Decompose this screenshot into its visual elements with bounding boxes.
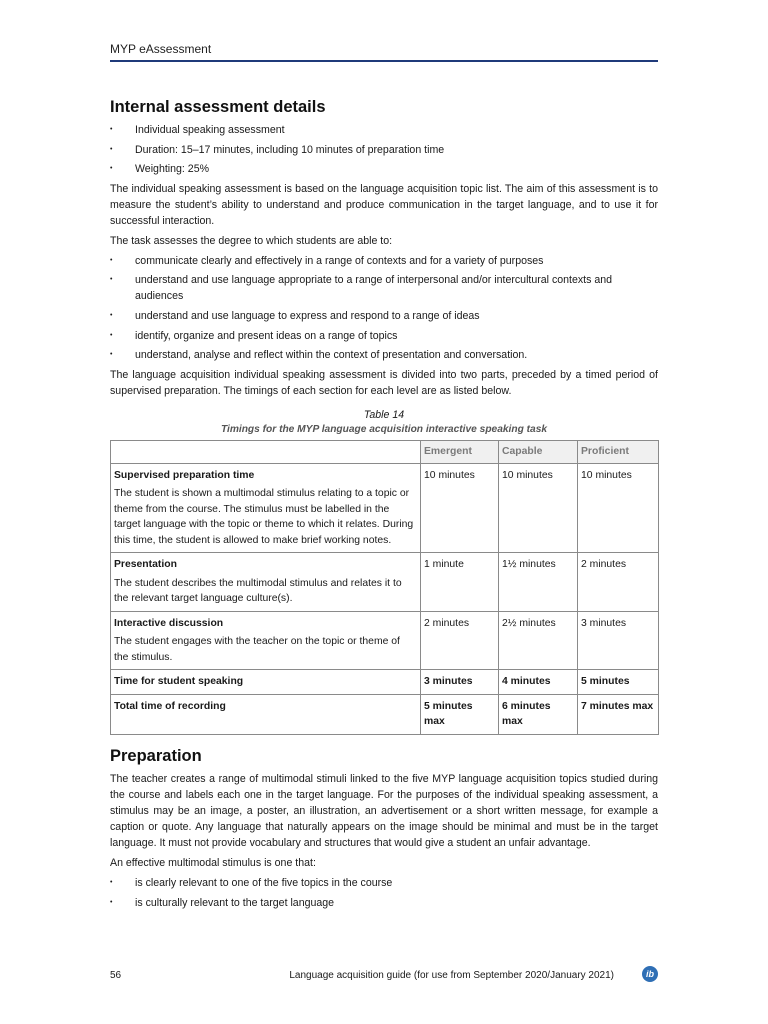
paragraph: The language acquisition individual speaking assessment is divided into two parts, preceded by a timed period of supervised preparation. The timings of each section for each level are as listed below.	[110, 368, 658, 397]
table-cell: 2 minutes	[578, 553, 659, 612]
row-label-cell: Total time of recording	[111, 694, 421, 734]
list-item: • Weighting: 25%	[110, 161, 658, 177]
list-item: • is clearly relevant to one of the five topics in the course	[110, 875, 658, 891]
list-item: • understand and use language to express and respond to a range of ideas	[110, 308, 658, 324]
table-cell: 6 minutes max	[499, 694, 578, 734]
table-cell: 10 minutes	[578, 463, 659, 553]
paragraph: The individual speaking assessment is based on the language acquisition topic list. The aim of this assessment is to measure the student’s ability to understand and produce communication in the target language, and to use it for successful interaction.	[110, 182, 658, 228]
list-item: • understand, analyse and reflect within the context of presentation and conversation.	[110, 347, 658, 363]
list-item: • understand and use language appropriate to a range of interpersonal and/or intercultural contexts and audiences	[110, 272, 658, 304]
paragraph: The teacher creates a range of multimodal stimuli linked to the five MYP language acquisition topics studied during the course and labels each one in the target language. For the purposes of the individual speaking assessment, a stimulus may be an image, a poster, an illustration, an advertisement or a short written message, for example a caption or quote. Any language that naturally appears on the image should be minimal and must be in the target language. It must not provide vocabulary and structures that would give a student an unfair advantage.	[110, 772, 658, 850]
row-description: The student is shown a multimodal stimulus relating to a topic or theme from the course. The stimulus must be labelled in the target language with the topic or theme to which it relates. During this time, the student is allowed to make brief working notes.	[114, 488, 414, 546]
task-aims-list	[110, 253, 658, 363]
section-heading-preparation: Preparation	[110, 746, 202, 765]
table-cell: 5 minutes	[578, 670, 659, 695]
row-title: Presentation	[114, 559, 177, 571]
header-rule	[110, 60, 658, 62]
table-cell: 2½ minutes	[499, 611, 578, 670]
row-label-cell	[111, 463, 421, 553]
row-description: The student describes the multimodal stimulus and relates it to the relevant target language culture(s).	[114, 577, 402, 605]
table-cell: 7 minutes max	[578, 694, 659, 734]
page-number: 56	[110, 970, 122, 981]
table-row	[111, 670, 659, 695]
list-item: • identify, organize and present ideas on a range of topics	[110, 328, 658, 344]
column-header-emergent: Emergent	[421, 441, 499, 464]
table-cell: 3 minutes	[421, 670, 499, 695]
paragraph: An effective multimodal stimulus is one that:	[110, 857, 316, 870]
timings-table	[110, 440, 659, 735]
table-cell: 1 minute	[421, 553, 499, 612]
row-title: Interactive discussion	[114, 617, 224, 629]
table-header-blank	[111, 441, 421, 464]
row-label-cell	[111, 553, 421, 612]
list-item: • communicate clearly and effectively in a range of contexts and for a variety of purposes	[110, 253, 658, 269]
stimulus-criteria-list	[110, 875, 658, 911]
table-cell: 5 minutes max	[421, 694, 499, 734]
table-cell: 10 minutes	[499, 463, 578, 553]
list-item: • Duration: 15–17 minutes, including 10 minutes of preparation time	[110, 142, 658, 158]
table-title: Timings for the MYP language acquisition interactive speaking task	[220, 424, 548, 436]
footer-title: Language acquisition guide (for use from September 2020/January 2021)	[289, 970, 614, 981]
running-header: MYP eAssessment	[110, 42, 212, 56]
row-description: The student engages with the teacher on the topic or theme of the stimulus.	[114, 636, 400, 663]
table-cell: 4 minutes	[499, 670, 578, 695]
column-header-proficient: Proficient	[578, 441, 659, 464]
table-row	[111, 694, 659, 734]
table-header-row	[111, 441, 659, 464]
row-label-cell: Time for student speaking	[111, 670, 421, 695]
table-cell: 2 minutes	[421, 611, 499, 670]
table-cell: 1½ minutes	[499, 553, 578, 612]
table-row	[111, 553, 659, 612]
ib-logo-icon: ib	[642, 966, 658, 982]
page-content	[110, 98, 658, 914]
row-title: Supervised preparation time	[114, 469, 255, 481]
row-label-cell	[111, 611, 421, 670]
table-cell: 10 minutes	[421, 463, 499, 553]
table-cell: 3 minutes	[578, 611, 659, 670]
table-row	[111, 611, 659, 670]
column-header-capable: Capable	[499, 441, 578, 464]
list-item: • is culturally relevant to the target language	[110, 895, 658, 911]
paragraph: The task assesses the degree to which students are able to:	[110, 234, 393, 247]
list-item: • Individual speaking assessment	[110, 122, 658, 138]
assessment-summary-list	[110, 122, 658, 177]
table-number: Table 14	[363, 409, 405, 422]
section-heading-internal-assessment: Internal assessment details	[110, 98, 326, 116]
table-row	[111, 463, 659, 553]
